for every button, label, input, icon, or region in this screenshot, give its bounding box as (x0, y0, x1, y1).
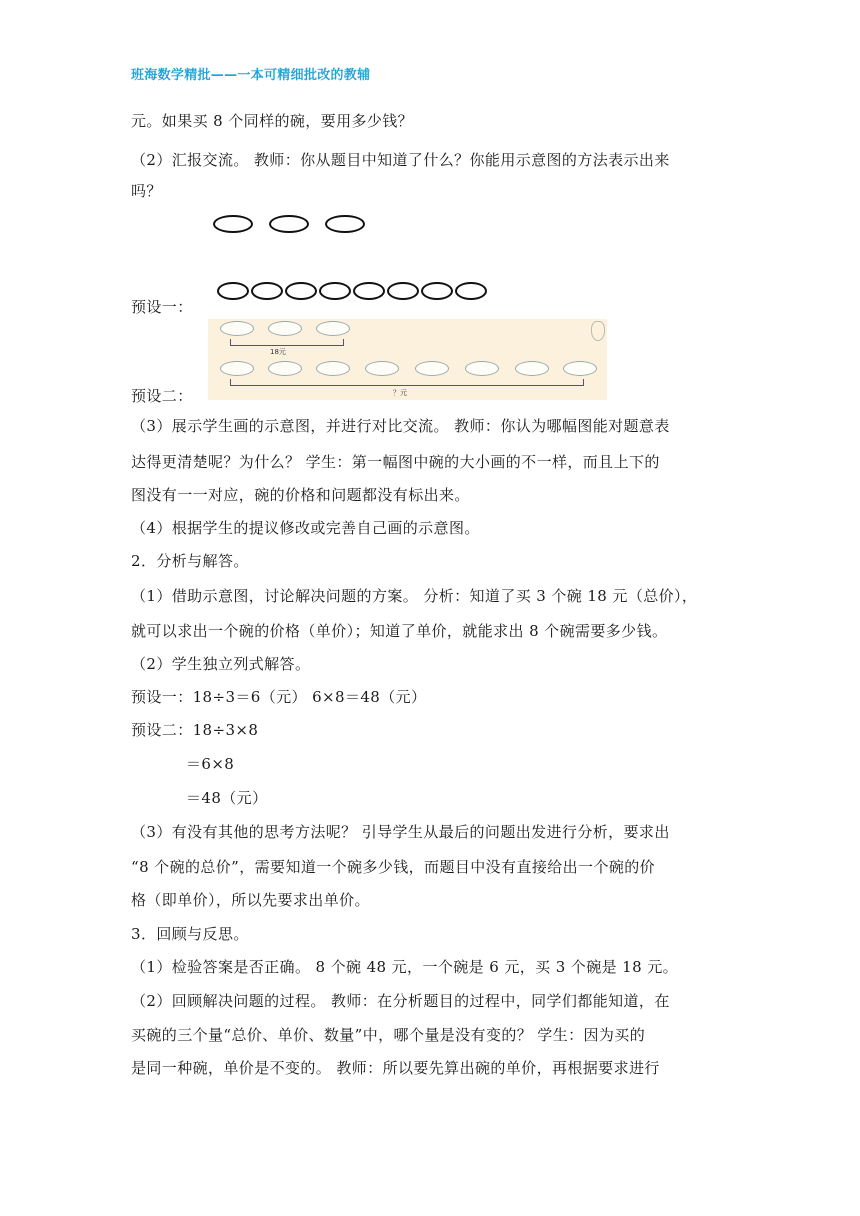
equation-line: ＝6×8 (186, 755, 235, 773)
top-brace (230, 339, 344, 346)
text-line: 达得更清楚呢？为什么？ 学生：第一幅图中碗的大小画的不一样，而且上下的 (131, 453, 660, 471)
bowl (563, 361, 597, 376)
bowl (465, 361, 499, 376)
bowl-sketch (217, 282, 249, 300)
top-label: 18元 (270, 348, 286, 356)
bowl-sketch (387, 282, 419, 300)
text-line: （4）根据学生的提议修改或完善自己画的示意图。 (131, 519, 480, 537)
equation-line: 预设一：18÷3＝6（元） 6×8＝48（元） (131, 688, 427, 706)
bowl-sketch (285, 282, 317, 300)
bowl-sketch (325, 215, 365, 233)
text-line: 是同一种碗，单价是不变的。 教师：所以要先算出碗的单价，再根据要求进行 (131, 1059, 660, 1077)
section-heading: 2．分析与解答。 (131, 552, 249, 570)
bowl (220, 321, 254, 336)
bowl (515, 361, 549, 376)
bowl (268, 361, 302, 376)
text-line: 元。如果买 8 个同样的碗，要用多少钱？ (131, 112, 414, 130)
text-line: （1）借助示意图，讨论解决问题的方案。 分析：知道了买 3 个碗 18 元（总价）， (131, 587, 698, 605)
bowl (316, 321, 350, 336)
text-line: （2）学生独立列式解答。 (131, 655, 311, 673)
text-line: （3）有没有其他的思考方法呢？ 引导学生从最后的问题出发进行分析，要求出 (131, 823, 670, 841)
bowl-sketch (353, 282, 385, 300)
bowl-sketch (319, 282, 351, 300)
bowl (316, 361, 350, 376)
bowl (220, 361, 254, 376)
bowl-sketch (421, 282, 453, 300)
text-line: （2）回顾解决问题的过程。 教师：在分析题目的过程中，同学们都能知道，在 (131, 992, 670, 1010)
bowl (365, 361, 399, 376)
equation-line: 预设二：18÷3×8 (131, 721, 259, 739)
equation-line: ＝48（元） (186, 789, 268, 807)
bowl-sketch (455, 282, 487, 300)
bowl-sketch (269, 215, 309, 233)
text-line: 吗？ (131, 182, 162, 200)
section-heading: 3．回顾与反思。 (131, 925, 249, 943)
text-line: 买碗的三个量“总价、单价、数量”中，哪个量是没有变的？ 学生：因为买的 (131, 1026, 646, 1044)
text-line: 就可以求出一个碗的价格（单价）；知道了单价，就能求出 8 个碗需要多少钱。 (131, 622, 668, 640)
text-line: 格（即单价），所以先要求出单价。 (131, 891, 370, 909)
bowl (415, 361, 449, 376)
text-line: （3）展示学生画的示意图，并进行对比交流。 教师：你认为哪幅图能对题意表 (131, 417, 670, 435)
preset-one-label: 预设一： (131, 298, 193, 316)
bottom-label: ？元 (393, 389, 407, 397)
bottom-brace (230, 379, 584, 386)
text-line: （1）检验答案是否正确。 8 个碗 48 元，一个碗是 6 元，买 3 个碗是 18 元。 (131, 958, 679, 976)
text-line: 图没有一一对应，碗的价格和问题都没有标出来。 (131, 486, 470, 504)
page-header: 班海数学精批——一本可精细批改的教辅 (131, 68, 371, 83)
preset-two-label: 预设二： (131, 387, 193, 405)
bowl-diagram (208, 319, 607, 400)
spoon-decoration (591, 321, 605, 341)
text-line: （2）汇报交流。 教师：你从题目中知道了什么？你能用示意图的方法表示出来 (131, 151, 670, 169)
bowl-sketch (213, 215, 253, 233)
bowl-sketch (251, 282, 283, 300)
bowl (268, 321, 302, 336)
text-line: “8 个碗的总价”，需要知道一个碗多少钱，而题目中没有直接给出一个碗的价 (131, 858, 656, 876)
